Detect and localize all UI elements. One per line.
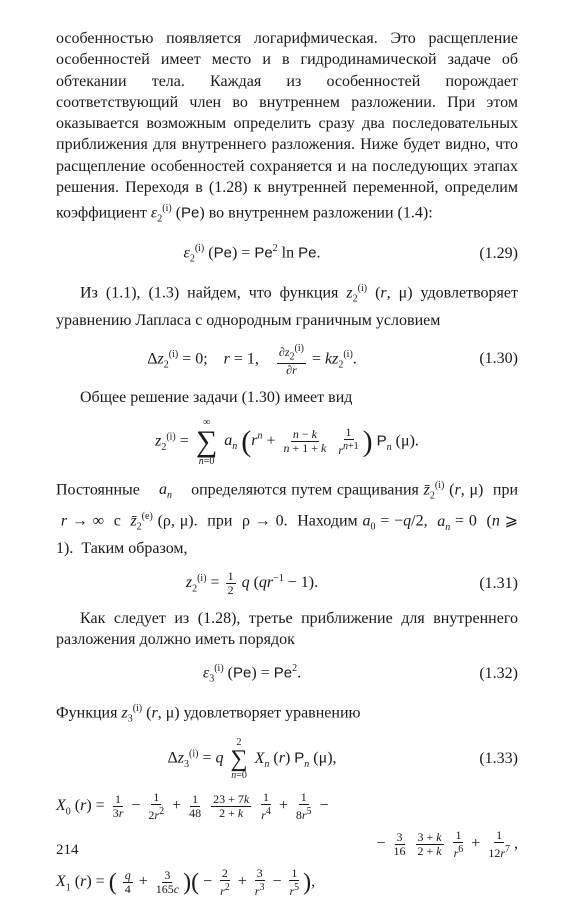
page-body (56, 28, 518, 902)
paragraph-4-text-c: при (492, 480, 519, 498)
page-number: 214 (56, 842, 79, 858)
equation-1-32-body: $\varepsilon_3^{(i)}$ $(Pe) = Pe^2$. (202, 663, 302, 685)
equation-1-33-body: $\Delta z_3^{(i)} = q$ 2 ∑ n=0 $X_n$ (r) $P_n$ (μ), (167, 736, 337, 781)
paragraph-2-text: Из (1.1), (1.3) найдем, что функция (80, 284, 339, 302)
paragraph-6-text-a: Функция (56, 704, 118, 722)
equation-X0-line-1: $X_0$ (r) = $\frac{1}{3r}$ − $\frac{1}{2r^2}$ + $\frac{1}{48}$ $\frac{23 + 7k}{2 + k}$ $\frac{1}{r^4}$ + $\frac{1}{8r^5}$ − (56, 790, 329, 823)
paragraph-4-text-d: с (113, 512, 121, 530)
paragraph-4-text-a: Постоянные (56, 480, 140, 498)
equation-general-solution (56, 413, 518, 471)
equation-number: (1.29) (479, 245, 518, 263)
paragraph-4-text-g: Таким образом, (81, 540, 188, 558)
paragraph-4-text-f: Находим (297, 512, 358, 530)
equation-number: (1.30) (479, 350, 518, 368)
paragraph-3 (56, 387, 518, 408)
equation-1-30 (56, 335, 518, 383)
paragraph-4-text-b: определяются путем сращивания (191, 480, 419, 498)
equation-number: (1.31) (479, 574, 518, 592)
equation-1-29 (56, 234, 518, 274)
equation-1-29-body: $\varepsilon_2^{(i)}$ $(Pe) = Pe^2$ ln Pe. (183, 243, 321, 265)
paragraph-4-text-e: при (207, 512, 233, 530)
paragraph-3-text: Общее решение задачи (1.30) имеет вид (80, 389, 353, 407)
equation-1-31 (56, 564, 518, 604)
paragraph-2-tail: удовлетворяет уравнению Лапласа с однородным граничным условием (56, 284, 518, 329)
equation-1-30-body: $\Delta z_2^{(i)} = 0$; r = 1, $\frac{\partial z_2^{(i)}}{\partial r}$ = $kz_2^{(i)}$. (147, 342, 357, 377)
paragraph-5 (56, 608, 518, 651)
equation-1-32 (56, 654, 518, 694)
equation-1-31-body: $z_2^{(i)}$ = $\frac{1}{2}$ q $(qr^{-1} - 1)$. (185, 569, 319, 598)
paragraph-6: Функция $z_3^{(i)}$ (r, μ) удовлетворяет уравнению (56, 703, 361, 725)
paragraph-6-text-b: удовлетворяет уравнению (183, 704, 361, 722)
equation-X0-line-2: − $\frac{3}{16}$ $\frac{3 + k}{2 + k}$ $\frac{1}{r^6}$ + $\frac{1}{12r^7}$ , (376, 828, 518, 861)
equation-1-33 (56, 734, 518, 784)
equation-X1: $X_1$ (r) = ( $\frac{q}{4}$ + $\frac{3}{165c}$ )( − $\frac{2}{r^2}$ + $\frac{3}{r^3}$ − $\frac{1}{r^5}$ ), (56, 866, 316, 899)
paragraph-1-text: особенностью появляется логарифмическая. Это расщепление особенностей имеет место и в гидродинамической задаче об обтекании тела. Каждая из особенностей порождает соответствующий член во внутреннем разложении. При этом оказывается возможным определить сразу два последовательных приближения для внутреннего разложения. Ниже будет видно, что расщепление особенностей сохраняется и на последующих этапах решения. Переходя в (1.28) к внутренней переменной, определим коэффициент (56, 30, 518, 222)
equation-general-solution-body: $z_2^{(i)}$ = ∞ ∑ n=0 $a_n$ ($r^n$ + $\frac{n - k}{n + 1 + k}$ $\frac{1}{r^{n+1}}$ ) $P_n$ (μ). (155, 416, 419, 467)
paragraph-5-text: Как следует из (1.28), третье приближение для внутреннего разложения должно иметь порядок (56, 609, 518, 648)
paragraph-4: Постоянные $a_n$ определяются путем сращивания $z̄_2^{(i)}$ (r, μ) при r → ∞ с $z̄_2^{(e)}$ (ρ, μ). при ρ → 0. Находим $a_0 = -q/2$, $a_n = 0$ (n ⩾ 1). Таким образом, (56, 479, 519, 558)
equation-number: (1.33) (479, 749, 518, 767)
paragraph-1-tail: во внутреннем разложении (1.4): (208, 204, 433, 222)
equation-number: (1.32) (479, 665, 518, 683)
paragraph-2: Из (1.1), (1.3) найдем, что функция $z_2^{(i)}$ (r, μ) удовлетворяет уравнению Лапласа с однородным граничным условием (56, 283, 518, 329)
paragraph-1: особенностью появляется логарифмическая. Это расщепление особенностей имеет место и в гидродинамической задаче об обтекании тела. Каждая из особенностей порождает соответствующий член во внутреннем разложении. При этом оказывается возможным определить сразу два последовательных приближения для внутреннего разложения. Ниже будет видно, что расщепление особенностей сохраняется и на последующих этапах решения. Переходя в (1.28) к внутренней переменной, определим коэффициент $\varepsilon_2^{(i)}$ (Pe) во внутреннем разложении (1.4): (56, 30, 518, 225)
